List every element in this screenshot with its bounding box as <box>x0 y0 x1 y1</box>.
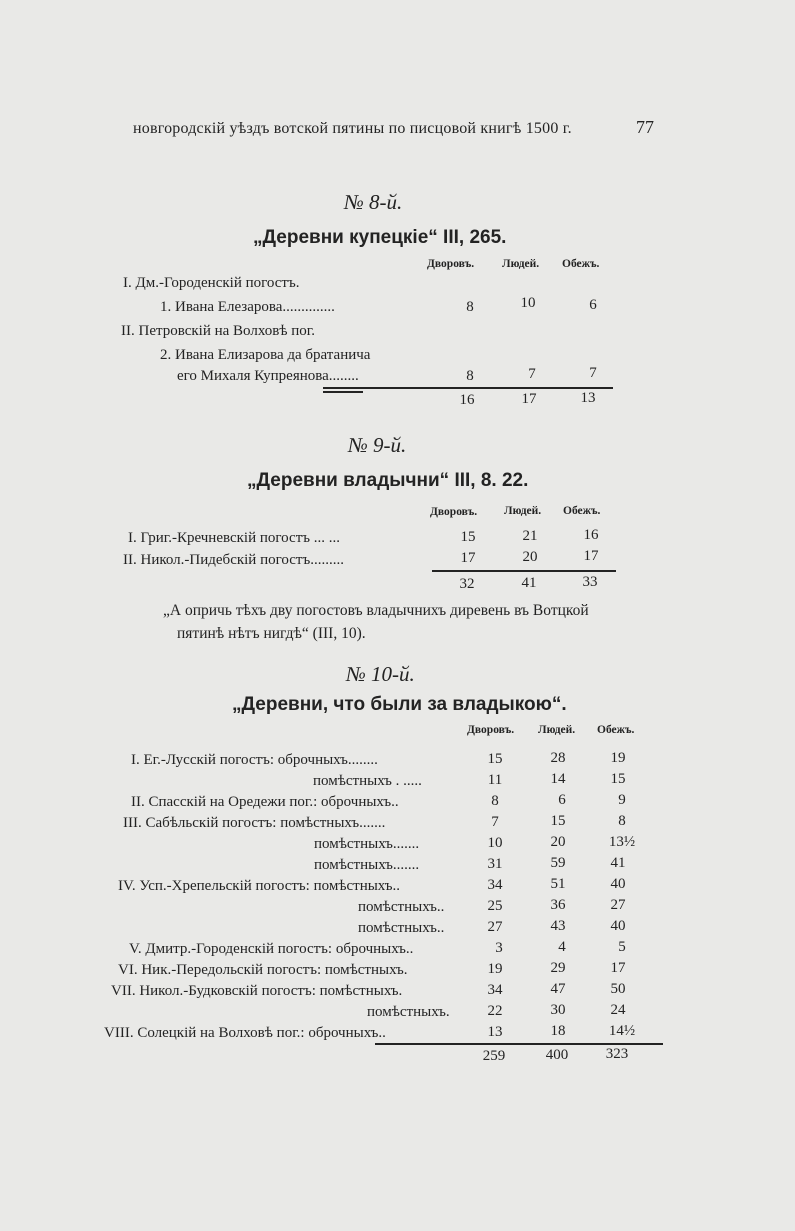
section8-total-rule-short <box>323 391 363 393</box>
section8-row-label: его Михаля Купреянова........ <box>177 368 359 384</box>
section9-note-line1: „А опричь тѣхъ дву погостовъ владычнихъ диревень въ Вотцкой <box>163 602 589 619</box>
section9-total: 33 <box>582 574 598 590</box>
section10-cell: 19 <box>487 961 503 977</box>
section10-cell: 18 <box>550 1023 566 1039</box>
section8-col-obezh: Обежъ. <box>562 258 600 270</box>
section10-cell: 41 <box>610 855 626 871</box>
section10-cell: 8 <box>491 793 499 809</box>
section10-cell: 17 <box>610 960 626 976</box>
section10-total: 259 <box>482 1048 506 1064</box>
section8-total: 16 <box>459 392 475 408</box>
section10-total: 323 <box>605 1046 629 1062</box>
section10-cell: 34 <box>487 877 503 893</box>
section10-cell: 11 <box>487 772 503 788</box>
section10-cell: 27 <box>610 897 626 913</box>
section10-cell: 7 <box>491 814 499 830</box>
section10-row-label: I. Ег.-Лусскій погостъ: оброчныхъ........ <box>131 752 378 768</box>
section10-total: 400 <box>545 1047 569 1063</box>
section10-row-label: помѣстныхъ....... <box>314 836 420 852</box>
section10-cell: 4 <box>558 939 566 955</box>
section10-cell: 59 <box>550 855 566 871</box>
section10-cell: 30 <box>550 1002 566 1018</box>
section10-row-label: VIII. Солецкій на Волховѣ пог.: оброчныхъ.. <box>104 1025 386 1041</box>
running-title: новгородскій уѣздъ вотской пятины по писцовой книгѣ 1500 г. <box>133 120 572 137</box>
section8-total-rule <box>323 387 613 389</box>
section10-row-label: помѣстныхъ.. <box>358 899 445 915</box>
section10-cell: 5 <box>618 939 626 955</box>
section10-cell: 29 <box>550 960 566 976</box>
page-number: 77 <box>636 117 654 137</box>
section10-cell: 40 <box>610 876 626 892</box>
section10-cell: 9 <box>618 792 626 808</box>
section10-cell: 36 <box>550 897 566 913</box>
section8-row-label: 1. Ивана Елезарова.............. <box>160 299 335 315</box>
section10-cell: 13 <box>487 1024 503 1040</box>
section8-cell: 7 <box>528 366 536 382</box>
section10-cell: 3 <box>495 940 503 956</box>
section10-cell: 51 <box>550 876 566 892</box>
section8-row-label: I. Дм.-Городенскій погостъ. <box>123 275 300 291</box>
section10-title: „Деревни, что были за владыкою“. <box>232 694 567 715</box>
section10-cell: 14 <box>550 771 566 787</box>
section10-cell: 40 <box>610 918 626 934</box>
section8-cell: 6 <box>589 297 597 313</box>
section10-cell: 34 <box>487 982 503 998</box>
section10-cell: 13½ <box>608 834 636 850</box>
section10-cell: 15 <box>550 813 566 829</box>
section10-cell: 14½ <box>608 1023 636 1039</box>
section10-cell: 8 <box>618 813 626 829</box>
section10-cell: 31 <box>487 856 503 872</box>
section9-col-lyudei: Людей. <box>504 505 542 517</box>
section9-total-rule <box>432 570 616 572</box>
section10-cell: 47 <box>550 981 566 997</box>
section10-row-label: IV. Усп.-Хрепельскій погостъ: помѣстныхъ.. <box>118 878 400 894</box>
section8-col-dvorov: Дворовъ. <box>427 258 475 270</box>
section10-cell: 10 <box>487 835 503 851</box>
section8-cell: 10 <box>520 295 536 311</box>
section9-cell: 17 <box>460 550 476 566</box>
section9-note-line2: пятинѣ нѣтъ нигдѣ“ (III, 10). <box>177 625 366 642</box>
section10-cell: 19 <box>610 750 626 766</box>
section8-total: 13 <box>580 390 596 406</box>
section10-row-label: помѣстныхъ....... <box>314 857 420 873</box>
section9-col-dvorov: Дворовъ. <box>430 506 478 518</box>
section10-number: № 10-й. <box>346 662 415 686</box>
section10-cell: 27 <box>487 919 503 935</box>
section10-cell: 22 <box>487 1003 503 1019</box>
section9-cell: 16 <box>583 527 599 543</box>
section10-cell: 6 <box>558 792 566 808</box>
section10-row-label: помѣстныхъ. <box>367 1004 450 1020</box>
section9-row-label: II. Никол.-Пидебскій погостъ......... <box>123 552 344 568</box>
section8-col-lyudei: Людей. <box>502 258 540 270</box>
section10-row-label: помѣстныхъ.. <box>358 920 445 936</box>
section9-total: 41 <box>521 575 537 591</box>
section8-row-label: II. Петровскій на Волховѣ пог. <box>121 323 315 339</box>
section10-col-lyudei: Людей. <box>538 724 576 736</box>
section9-number: № 9-й. <box>348 433 407 457</box>
section8-cell: 8 <box>466 299 474 315</box>
section10-cell: 43 <box>550 918 566 934</box>
section8-cell: 8 <box>466 368 474 384</box>
section10-cell: 15 <box>487 751 503 767</box>
section10-row-label: II. Спасскій на Оредежи пог.: оброчныхъ.. <box>131 794 399 810</box>
section8-row-label: 2. Ивана Елизарова да братанича <box>160 347 371 363</box>
section10-cell: 50 <box>610 981 626 997</box>
section10-col-obezh: Обежъ. <box>597 724 635 736</box>
section10-cell: 25 <box>487 898 503 914</box>
section10-total-rule <box>375 1043 663 1045</box>
section10-cell: 28 <box>550 750 566 766</box>
section9-cell: 15 <box>460 529 476 545</box>
section10-row-label: V. Дмитр.-Городенскій погостъ: оброчныхъ.. <box>129 941 414 957</box>
section8-total: 17 <box>521 391 537 407</box>
section10-row-label: III. Сабѣльскій погостъ: помѣстныхъ....... <box>123 815 386 831</box>
section10-row-label: VI. Ник.-Передольскій погостъ: помѣстныхъ. <box>118 962 408 978</box>
section9-cell: 20 <box>522 549 538 565</box>
section9-total: 32 <box>459 576 475 592</box>
section10-col-dvorov: Дворовъ. <box>467 724 515 736</box>
section10-cell: 15 <box>610 771 626 787</box>
section9-row-label: I. Григ.-Кречневскій погостъ ... ... <box>128 530 341 546</box>
section10-row-label: помѣстныхъ . ..... <box>313 773 422 789</box>
section9-col-obezh: Обежъ. <box>563 505 601 517</box>
section9-title: „Деревни владычни“ III, 8. 22. <box>247 470 529 491</box>
section10-cell: 20 <box>550 834 566 850</box>
section10-cell: 24 <box>610 1002 626 1018</box>
section8-cell: 7 <box>589 365 597 381</box>
section9-cell: 21 <box>522 528 538 544</box>
section8-title: „Деревни купецкіе“ III, 265. <box>253 227 507 248</box>
section8-number: № 8-й. <box>344 190 403 214</box>
section10-row-label: VII. Никол.-Будковскій погостъ: помѣстныхъ. <box>111 983 403 999</box>
section9-cell: 17 <box>583 548 599 564</box>
